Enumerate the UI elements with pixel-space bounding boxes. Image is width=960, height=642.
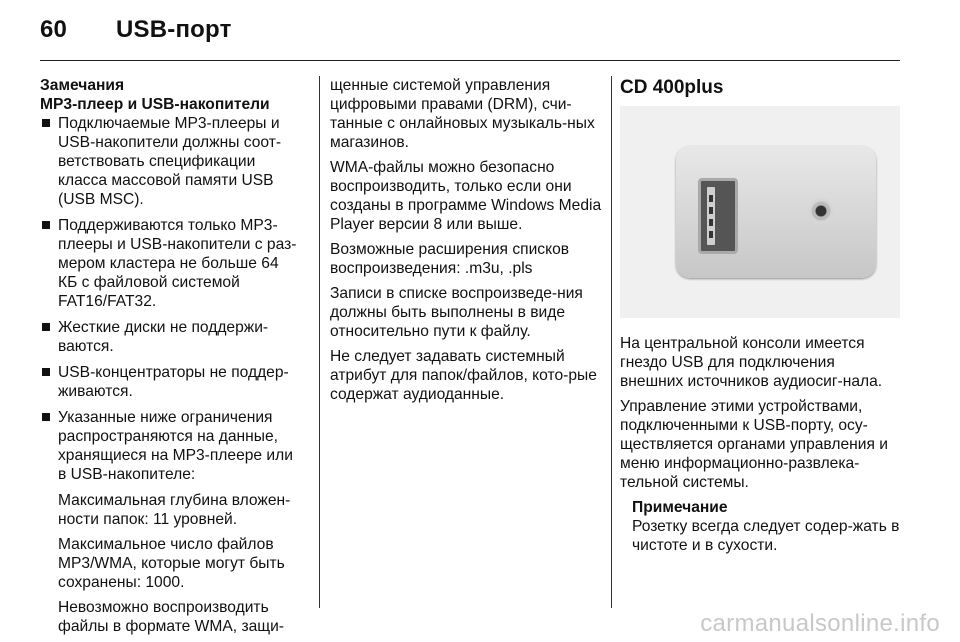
column-right: [620, 76, 902, 554]
paragraph: Записи в списке воспроизведе-ния должны быть выполнены в виде относительно пути к файлу.: [330, 285, 583, 340]
list-item: Поддерживаются только MP3-плееры и USB-накопители с раз-мером кластера не больше 64 КБ с файловой системой FAT16/FAT32.: [40, 216, 302, 311]
note-text: Розетку всегда следует содер-жать в чистоте и в сухости.: [632, 518, 900, 554]
limit-folder-depth: Максимальная глубина вложен-ности папок: 11 уровней.: [58, 492, 291, 528]
column-middle: [330, 76, 602, 410]
console-panel: [676, 146, 876, 278]
paragraph: щенные системой управления цифровыми правами (DRM), счи-танные с онлайновых музыкаль-ных магазинов.: [330, 77, 595, 151]
list-item: USB-концентраторы не поддер-живаются.: [40, 363, 302, 401]
paragraph: На центральной консоли имеется гнездо USB для подключения внешних источников аудиосиг-нала.: [620, 335, 883, 390]
page-header: [40, 16, 232, 44]
column-divider-right: [611, 76, 612, 608]
usb-socket-icon: [698, 178, 738, 254]
header-rule: [40, 60, 900, 61]
paragraph: Не следует задавать системный атрибут для папок/файлов, кото-рые содержат аудиоданные.: [330, 348, 597, 403]
page-number: 60: [40, 16, 68, 43]
paragraph: Возможные расширения списков воспроизведения: .m3u, .pls: [330, 241, 570, 277]
usb-port-photo: [620, 106, 900, 318]
column-divider-left: [319, 76, 320, 608]
requirements-list: [40, 114, 302, 484]
section-heading-notes: Замечания: [40, 77, 125, 94]
note-heading: Примечание: [632, 499, 728, 516]
list-item: Жесткие диски не поддержи-ваются.: [40, 318, 302, 356]
column-left: [40, 76, 302, 642]
paragraph: WMA-файлы можно безопасно воспроизводить, только если они созданы в программе Windows Media Player версии 8 или выше.: [330, 159, 602, 233]
section-heading-cd400plus: CD 400plus: [620, 77, 724, 98]
limit-file-count: Максимальное число файлов MP3/WMA, которые могут быть сохранены: 1000.: [58, 536, 285, 591]
page-title: USB-порт: [116, 16, 232, 43]
limit-drm: Невозможно воспроизводить файлы в формате WMA, защи-: [58, 599, 284, 635]
paragraph: Управление этими устройствами, подключенными к USB-порту, осу-ществляется органами управления и меню информационно-развлека-тельной системы.: [620, 398, 888, 491]
aux-jack-icon: [808, 198, 834, 224]
list-item: Подключаемые MP3-плееры и USB-накопители должны соот-ветствовать спецификации класса массовой памяти USB (USB MSC).: [40, 114, 302, 209]
column-right-text: [620, 334, 902, 561]
section-heading-mp3-usb: MP3-плеер и USB-накопители: [40, 96, 270, 113]
list-item: Указанные ниже ограничения распространяются на данные, хранящиеся на MP3-плеере или в USB-накопителе:: [40, 408, 302, 484]
watermark: carmanualsonline.info: [700, 610, 940, 637]
note-block: [620, 498, 902, 555]
